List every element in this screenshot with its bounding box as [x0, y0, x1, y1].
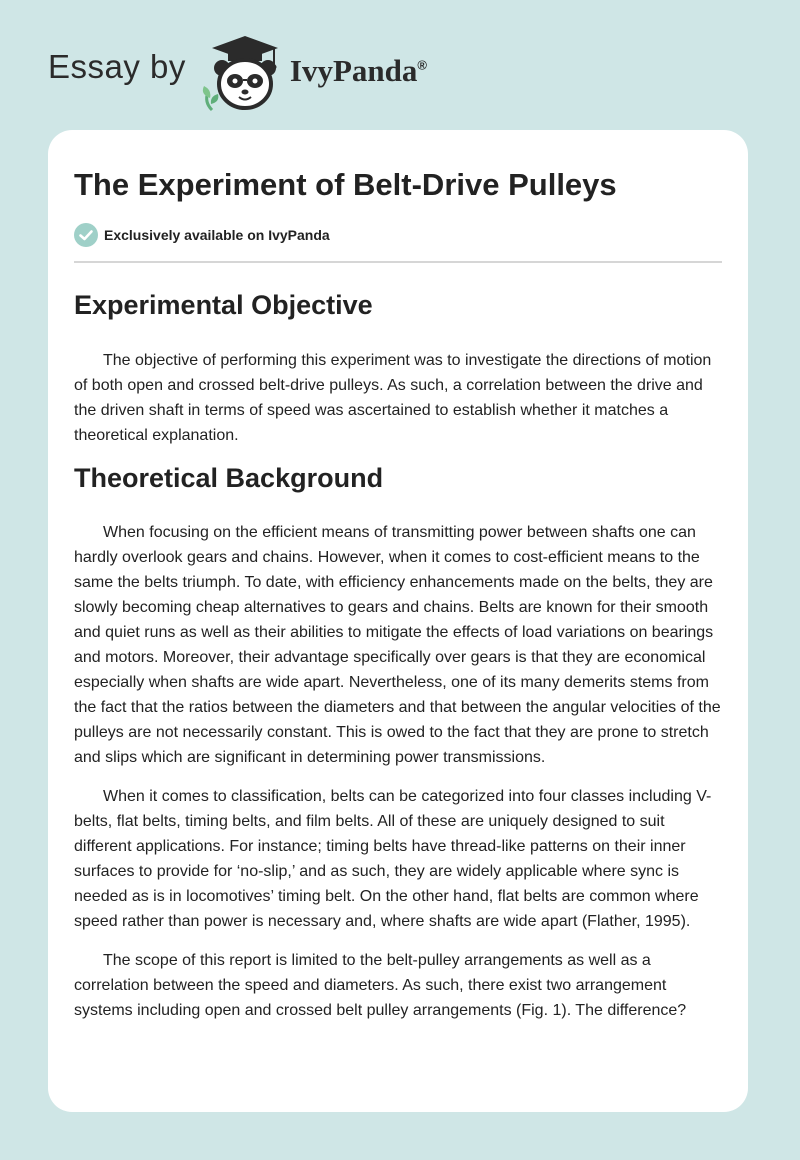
section-theoretical-background	[74, 462, 722, 1023]
exclusive-badge	[74, 223, 722, 247]
essay-card	[48, 130, 748, 1112]
paragraph: The scope of this report is limited to the belt-pulley arrangements as well as a correlation between the speed and diameters. As such, there exist two arrangement systems including open and crossed belt pulley arrangements (Fig. 1). The difference?	[74, 951, 687, 1019]
exclusive-label: Exclusively available on IvyPanda	[104, 227, 330, 244]
section-experimental-objective	[74, 289, 722, 447]
brand-header	[48, 28, 427, 118]
section-heading: Experimental Objective	[74, 290, 373, 321]
section-heading: Theoretical Background	[74, 462, 384, 493]
registered-mark: ®	[417, 57, 427, 73]
brand-prefix: Essay by	[48, 48, 186, 85]
panda-logo-icon[interactable]	[202, 32, 288, 114]
page-title: The Experiment of Belt-Drive Pulleys	[74, 167, 617, 202]
paragraph: When focusing on the efficient means of transmitting power between shafts one can hardly overlook gears and chains. However, when it comes to cost-efficient means to the same the belts triumph. To date, with efficiency enhancements made on the belts, they are slowly becoming cheap alternatives to gears and chains. Belts are known for their smooth and quiet runs as well as their abilities to mitigate the effects of load variations on bearings and motors. Moreover, their advantage specifically over gears is that they are economical especially when shafts are wide apart. Nevertheless, one of its many demerits stems from the fact that the ratios between the diameters and that between the angular velocities of the pulleys are not necessarily constant. This is owed to the fact that they are prone to stretch and slips which are significant in determining power transmissions.	[74, 523, 721, 766]
check-circle-icon	[74, 223, 98, 247]
brand-name-text: IvyPanda	[289, 53, 418, 88]
title-divider	[74, 261, 722, 263]
paragraph: The objective of performing this experiment was to investigate the directions of motion of both open and crossed belt-drive pulleys. As such, a correlation between the drive and the driven shaft in terms of speed was ascertained to establish whether it matches a theoretical explanation.	[74, 351, 712, 444]
brand-name[interactable]	[290, 53, 427, 89]
paragraph: When it comes to classification, belts can be categorized into four classes including V-belts, flat belts, timing belts, and film belts. All of these are uniquely designed to suit different applications. For instance; timing belts have thread-like patterns on their inner surfaces to provide for ‘no-slip,’ and as such, they are widely applicable where sync is needed as is in locomotives’ timing belt. On the other hand, flat belts are common where speed rather than power is necessary and, where shafts are wide apart (Flather, 1995).	[74, 787, 712, 930]
